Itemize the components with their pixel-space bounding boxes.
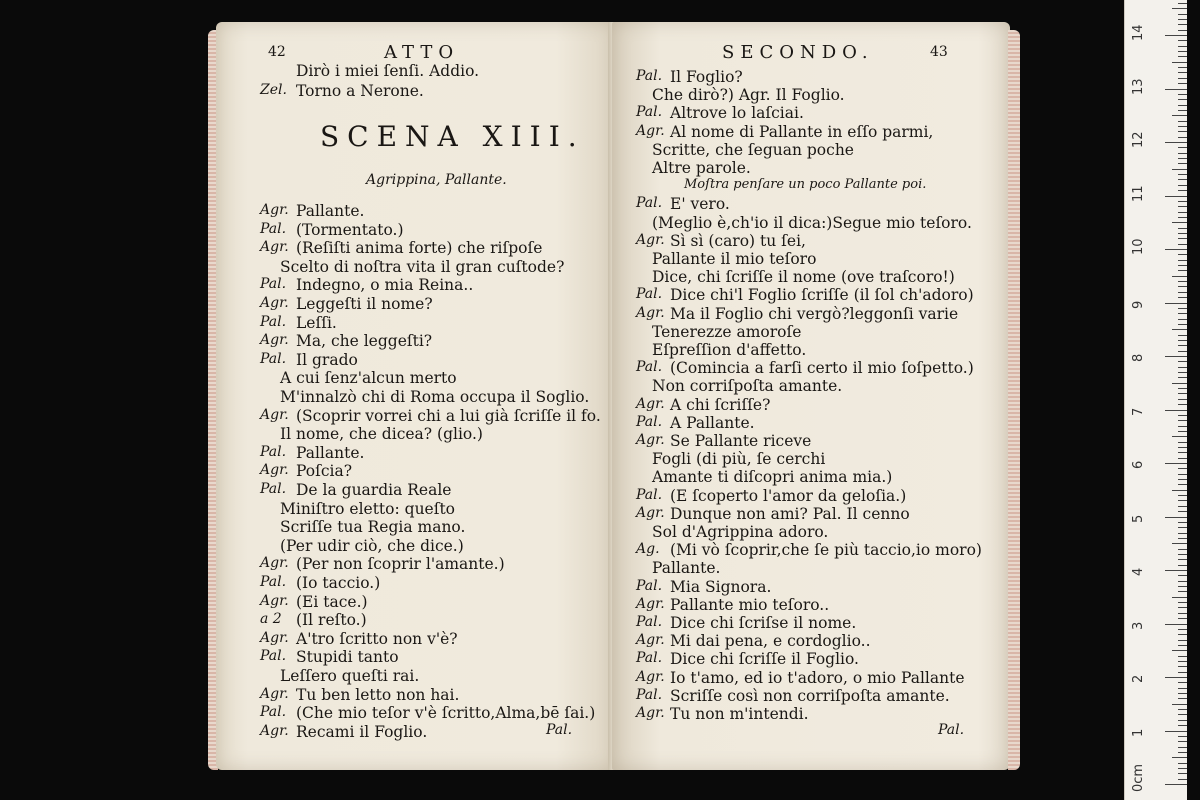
speaker-label: Agr.	[260, 295, 289, 311]
verse-line: Non corriſpoſta amante.	[652, 377, 843, 396]
verse-line: Indegno, o mia Reina..	[296, 276, 474, 295]
open-book	[208, 22, 1020, 778]
ruler-tick	[1178, 613, 1187, 614]
verse-line: Pallante il mio teſoro	[652, 250, 817, 268]
ruler-tick	[1178, 586, 1187, 587]
left-page	[216, 22, 616, 770]
ruler-tick	[1178, 442, 1187, 443]
verse-line: A Pallante.	[670, 413, 755, 432]
speaker-label: Pal.	[260, 574, 287, 590]
ruler-tick	[1178, 351, 1187, 352]
ruler-tick	[1178, 292, 1187, 293]
ruler-number: 13	[1131, 77, 1146, 95]
ruler-tick	[1178, 661, 1187, 662]
ruler-tick	[1165, 196, 1187, 197]
ruler-tick	[1178, 212, 1187, 213]
ruler-number: 1	[1131, 728, 1146, 737]
ruler-tick	[1172, 597, 1187, 598]
verse-line: Scelto di noſtra vita il gran cuſtode?	[280, 257, 565, 276]
speaker-label: Pal.	[636, 650, 663, 667]
ruler-tick	[1178, 479, 1187, 480]
ruler-tick	[1165, 249, 1187, 250]
scene-title: SCENA XIII.	[320, 120, 585, 153]
ruler-tick	[1172, 115, 1187, 116]
dramatis-personae: Agrippina, Pallante.	[366, 172, 507, 188]
ruler-tick	[1178, 254, 1187, 255]
verse-line: Dunque non ami? Pal. Il cenno	[670, 504, 910, 523]
ruler-tick	[1178, 174, 1187, 175]
ruler-tick	[1178, 372, 1187, 373]
verse-line: (Scoprir vorrei chi a lui già ſcriſſe il fo.	[296, 406, 601, 425]
speaker-label: Pal.	[636, 195, 663, 212]
verse-line: (Mi vò ſcoprir,che ſe più taccio,io moro)	[670, 541, 982, 560]
ruler-tick	[1178, 741, 1187, 742]
speaker-label: Agr.	[636, 632, 665, 649]
ruler-tick	[1178, 233, 1187, 234]
verse-line: (Che mio teſor v'è ſcritto,Alma,bē ſai.)	[296, 704, 596, 723]
ruler-tick	[1165, 517, 1187, 518]
ruler-tick	[1178, 736, 1187, 737]
ruler-tick	[1172, 62, 1187, 63]
verse-line: Leggeſti il nome?	[296, 295, 433, 313]
ruler-tick	[1165, 410, 1187, 411]
ruler-tick	[1178, 720, 1187, 721]
verse-line: Ma, che leggeſti?	[296, 332, 433, 351]
right-catchword: Pal.	[938, 722, 965, 738]
verse-line: Altrove lo laſciai.	[670, 104, 804, 123]
ruler-number: 12	[1131, 131, 1146, 148]
ruler-tick	[1178, 591, 1187, 592]
verse-line: De la guardia Reale	[296, 481, 452, 499]
verse-line: Che dirò?) Agr. Il Foglio.	[652, 86, 845, 105]
ruler-tick	[1165, 624, 1187, 625]
verse-line: (Il reſto.)	[296, 611, 367, 630]
ruler-tick	[1178, 19, 1187, 20]
ruler-tick	[1178, 190, 1187, 191]
ruler-tick	[1178, 559, 1187, 560]
verse-line: Eſpreſſion d'affetto.	[652, 341, 807, 359]
speaker-label: Ag.	[636, 541, 660, 558]
ruler-tick	[1165, 784, 1187, 785]
speaker-label: Agr.	[636, 304, 665, 321]
ruler-tick	[1165, 303, 1187, 304]
ruler-tick	[1178, 393, 1187, 394]
ruler-tick	[1178, 618, 1187, 619]
ruler-tick	[1178, 747, 1187, 748]
ruler-tick	[1178, 575, 1187, 576]
speaker-label: a 2	[260, 611, 282, 628]
verse-line: Stupidi tanto	[296, 648, 399, 667]
measuring-ruler	[1124, 0, 1187, 800]
speaker-label: Pal.	[260, 313, 287, 330]
ruler-number: 10	[1131, 238, 1146, 255]
verse-line: Miniſtro eletto: queſto	[280, 499, 456, 518]
verse-line: Amante ti diſcopri anima mia.)	[652, 468, 893, 487]
verse-line: Il grado	[296, 350, 358, 369]
ruler-tick	[1178, 447, 1187, 448]
verse-line: (Io taccio.)	[296, 574, 381, 592]
ruler-tick	[1172, 276, 1187, 277]
verse-line: (Ei tace.)	[296, 592, 368, 611]
ruler-tick	[1178, 714, 1187, 715]
ruler-tick	[1178, 67, 1187, 68]
verse-line: Sì sì (caro) tu ſei,	[670, 231, 806, 250]
ruler-tick	[1178, 367, 1187, 368]
ruler-tick	[1178, 420, 1187, 421]
speaker-label: Agr.	[260, 685, 289, 702]
ruler-tick	[1178, 361, 1187, 362]
speaker-label: Pal.	[260, 443, 287, 460]
ruler-number: 8	[1131, 353, 1146, 362]
verse-line: Altre parole.	[652, 159, 751, 177]
ruler-tick	[1178, 105, 1187, 106]
verse-line: Dice chi'l Foglio ſcriſſe (il ſol ch'adoro)	[670, 286, 974, 305]
verse-line: A chi ſcriſſe?	[670, 395, 771, 414]
speaker-label: Pal.	[260, 220, 287, 237]
speaker-label: Agr.	[636, 122, 665, 139]
ruler-tick	[1178, 286, 1187, 287]
ruler-tick	[1178, 752, 1187, 753]
ruler-tick	[1178, 607, 1187, 608]
ruler-tick	[1178, 238, 1187, 239]
ruler-tick	[1178, 763, 1187, 764]
ruler-tick	[1178, 297, 1187, 298]
verse-line: Tenerezze amoroſe	[652, 322, 802, 341]
verse-line: Tu ben letto non hai.	[296, 685, 460, 704]
ruler-tick	[1165, 35, 1187, 36]
ruler-tick	[1178, 228, 1187, 229]
speaker-label: Pal.	[260, 648, 287, 665]
ruler-tick	[1178, 206, 1187, 207]
speaker-label: Agr.	[636, 504, 665, 521]
ruler-tick	[1178, 549, 1187, 550]
verse-line: Mi dai pena, e cordoglio..	[670, 632, 871, 651]
ruler-tick	[1178, 645, 1187, 646]
ruler-tick	[1178, 83, 1187, 84]
ruler-number: 3	[1131, 621, 1146, 630]
verse-line: Leſſi.	[296, 313, 337, 332]
ruler-tick	[1178, 147, 1187, 148]
ruler-tick	[1178, 725, 1187, 726]
ruler-tick	[1178, 99, 1187, 100]
ruler-tick	[1178, 484, 1187, 485]
speaker-label: Agr.	[636, 595, 665, 612]
ruler-tick	[1178, 270, 1187, 271]
ruler-tick	[1178, 773, 1187, 774]
verse-line: Il nome, che dicea? (glio.)	[280, 425, 483, 444]
ruler-tick	[1178, 40, 1187, 41]
verse-line: Pallante mio teſoro..	[670, 595, 830, 614]
speaker-label: Agr.	[260, 722, 289, 739]
speaker-label: Pal.	[636, 686, 663, 703]
verse-line: Dice chi ſcriſse il nome.	[670, 614, 857, 632]
ruler-number: 5	[1131, 514, 1146, 523]
verse-line: Mia Signora.	[670, 577, 772, 596]
ruler-tick	[1178, 602, 1187, 603]
ruler-tick	[1178, 345, 1187, 346]
ruler-tick	[1172, 543, 1187, 544]
ruler-tick	[1178, 24, 1187, 25]
ruler-tick	[1178, 709, 1187, 710]
ruler-tick	[1172, 329, 1187, 330]
right-page	[612, 22, 1010, 770]
ruler-number: 4	[1131, 567, 1146, 576]
ruler-tick	[1178, 14, 1187, 15]
ruler-tick	[1178, 511, 1187, 512]
ruler-tick	[1172, 222, 1187, 223]
ruler-tick	[1178, 404, 1187, 405]
speaker-label: Agr.	[260, 332, 289, 349]
ruler-number: 6	[1131, 460, 1146, 469]
ruler-tick	[1178, 452, 1187, 453]
ruler-tick	[1172, 704, 1187, 705]
ruler-tick	[1178, 185, 1187, 186]
speaker-label: Agr.	[260, 592, 289, 609]
ruler-tick	[1178, 656, 1187, 657]
ruler-tick	[1178, 640, 1187, 641]
speaker-label: Pal.	[260, 350, 287, 367]
ruler-tick	[1178, 217, 1187, 218]
verse-line: Pallante.	[652, 559, 721, 578]
right-page-number: 43	[930, 44, 948, 60]
speaker-label: Pal.	[260, 704, 287, 721]
ruler-tick	[1178, 468, 1187, 469]
ruler-tick	[1172, 169, 1187, 170]
ruler-tick	[1172, 8, 1187, 9]
verse-line: A'tro ſcritto non v'è?	[296, 629, 458, 648]
ruler-tick	[1172, 490, 1187, 491]
ruler-tick	[1178, 3, 1187, 4]
ruler-tick	[1178, 522, 1187, 523]
speaker-label: Pal.	[636, 413, 663, 430]
ruler-tick	[1178, 51, 1187, 52]
ruler-tick	[1165, 142, 1187, 143]
speaker-label: Pal.	[636, 68, 663, 84]
verse-line: Dice, chi ſcriſſe il nome (ove traſcoro!)	[652, 268, 955, 287]
ruler-tick	[1178, 137, 1187, 138]
ruler-tick	[1178, 110, 1187, 111]
ruler-tick	[1178, 458, 1187, 459]
ruler-tick	[1178, 319, 1187, 320]
ruler-tick	[1178, 688, 1187, 689]
left-catchword: Pal.	[546, 722, 573, 738]
verse-line: Dice chi ſcriſſe il Foglio.	[670, 650, 859, 669]
ruler-tick	[1178, 265, 1187, 266]
ruler-tick	[1178, 682, 1187, 683]
speaker-label: Agr.	[260, 239, 289, 256]
ruler-tick	[1165, 731, 1187, 732]
speaker-label: Agr.	[260, 406, 289, 423]
verse-line: A cui ſenz'alcun merto	[280, 369, 457, 388]
ruler-unit-label: 0cm	[1131, 763, 1146, 792]
verse-line: M'innalzò chi di Roma occupa il Soglio.	[280, 388, 590, 406]
ruler-tick	[1178, 666, 1187, 667]
verse-line: (Per udir ciò, che dice.)	[280, 536, 464, 555]
speaker-label: Zel.	[260, 82, 287, 98]
left-running-head: ATTO	[384, 42, 460, 63]
speaker-label: Pal.	[636, 286, 663, 303]
ruler-tick	[1178, 500, 1187, 501]
left-page-number: 42	[268, 44, 286, 60]
ruler-number: 2	[1131, 674, 1146, 683]
verse-line: Fogli (di più, ſe cerchi	[652, 450, 826, 469]
verse-line: Al nome di Pallante in eſſo parmi,	[670, 122, 934, 141]
verse-line: (Reſiſti anima forte) che riſpoſe	[296, 239, 543, 258]
ruler-tick	[1178, 431, 1187, 432]
ruler-tick	[1178, 538, 1187, 539]
ruler-tick	[1178, 244, 1187, 245]
right-running-head: SECONDO.	[722, 42, 874, 63]
speaker-label: Agr.	[636, 395, 665, 412]
verse-line: Scriſſe tua Regia mano.	[280, 518, 466, 537]
ruler-tick	[1178, 672, 1187, 673]
verse-line: Poſcia?	[296, 462, 353, 481]
ruler-tick	[1178, 30, 1187, 31]
ruler-tick	[1178, 324, 1187, 325]
ruler-tick	[1178, 495, 1187, 496]
verse-line: Torno a Nerone.	[296, 82, 424, 100]
ruler-tick	[1178, 153, 1187, 154]
ruler-number: 14	[1131, 24, 1146, 41]
speaker-label: Pal.	[636, 104, 663, 121]
verse-line: (Tormentato.)	[296, 220, 404, 239]
ruler-number: 7	[1131, 407, 1146, 416]
ruler-tick	[1178, 474, 1187, 475]
ruler-tick	[1178, 399, 1187, 400]
ruler-tick	[1178, 179, 1187, 180]
ruler-tick	[1178, 768, 1187, 769]
verse-line: E' vero.	[670, 195, 730, 214]
ruler-tick	[1178, 163, 1187, 164]
ruler-tick	[1178, 308, 1187, 309]
ruler-tick	[1172, 436, 1187, 437]
ruler-tick	[1165, 356, 1187, 357]
speaker-label: Agr.	[260, 555, 289, 572]
verse-line: Se Pallante riceve	[670, 432, 812, 450]
speaker-label: Pal.	[260, 276, 287, 293]
ruler-number: 11	[1131, 184, 1146, 202]
ruler-tick	[1172, 650, 1187, 651]
ruler-tick	[1178, 426, 1187, 427]
ruler-tick	[1178, 415, 1187, 416]
ruler-tick	[1178, 281, 1187, 282]
speaker-label: Pal.	[636, 359, 663, 376]
verse-line: Dirò i miei ſenſi. Addio.	[296, 62, 480, 80]
ruler-tick	[1172, 383, 1187, 384]
ruler-tick	[1178, 779, 1187, 780]
speaker-label: Agr.	[260, 462, 289, 479]
speaker-label: Agr.	[260, 629, 289, 646]
verse-line: Leſſero queſti rai.	[280, 667, 420, 685]
ruler-tick	[1178, 260, 1187, 261]
verse-line: Tu non m'intendi.	[670, 705, 809, 723]
speaker-label: Pal.	[260, 481, 287, 497]
ruler-tick	[1178, 698, 1187, 699]
ruler-tick	[1178, 554, 1187, 555]
ruler-tick	[1178, 581, 1187, 582]
ruler-tick	[1178, 340, 1187, 341]
verse-line: Ma il Foglio chi vergò?leggonſi varie	[670, 304, 959, 323]
ruler-tick	[1178, 693, 1187, 694]
speaker-label: Agr.	[636, 231, 665, 248]
speaker-label: Pal.	[636, 486, 663, 503]
right-page-edges	[1008, 30, 1020, 770]
verse-line: (E ſcoperto l'amor da geloſia.)	[670, 486, 907, 505]
ruler-tick	[1165, 677, 1187, 678]
verse-line: Sol d'Agrippina adoro.	[652, 523, 829, 541]
verse-line: Scritte, che ſeguan poche	[652, 140, 854, 159]
ruler-tick	[1178, 56, 1187, 57]
ruler-tick	[1178, 335, 1187, 336]
speaker-label: Agr.	[260, 202, 289, 218]
ruler-tick	[1178, 629, 1187, 630]
ruler-tick	[1178, 527, 1187, 528]
verse-line: Scriſſe così non corriſpoſta amante.	[670, 686, 950, 705]
ruler-tick	[1178, 533, 1187, 534]
ruler-tick	[1178, 313, 1187, 314]
ruler-tick	[1178, 46, 1187, 47]
ruler-tick	[1178, 94, 1187, 95]
speaker-label: Pal.	[636, 577, 663, 594]
ruler-tick	[1178, 121, 1187, 122]
ruler-tick	[1178, 201, 1187, 202]
ruler-tick	[1178, 78, 1187, 79]
verse-line: (Per non ſcoprir l'amante.)	[296, 555, 505, 574]
ruler-tick	[1178, 388, 1187, 389]
ruler-tick	[1172, 757, 1187, 758]
ruler-tick	[1165, 570, 1187, 571]
ruler-tick	[1178, 72, 1187, 73]
verse-line: Recami il Foglio.	[296, 722, 428, 741]
verse-line: Moſtra penſare un poco Pallante poi.	[684, 177, 927, 193]
ruler-tick	[1178, 126, 1187, 127]
verse-line: Pallante.	[296, 202, 365, 220]
ruler-tick	[1165, 89, 1187, 90]
speaker-label: Agr.	[636, 705, 665, 721]
ruler-tick	[1165, 463, 1187, 464]
verse-line: Pallante.	[296, 443, 365, 462]
ruler-tick	[1178, 506, 1187, 507]
ruler-tick	[1178, 565, 1187, 566]
speaker-label: Agr.	[636, 432, 665, 448]
speaker-label: Pal.	[636, 614, 663, 630]
ruler-tick	[1178, 377, 1187, 378]
verse-line: (Comincia a farſi certo il mio ſoſpetto.)	[670, 359, 974, 378]
verse-line: Il Foglio?	[670, 68, 743, 86]
verse-line: Io t'amo, ed io t'adoro, o mio Pallante	[670, 668, 965, 687]
verse-line: (Meglio è,ch'io il dica:)Segue mio teſoro.	[652, 213, 972, 232]
ruler-number: 9	[1131, 300, 1146, 309]
ruler-tick	[1178, 131, 1187, 132]
ruler-tick	[1178, 634, 1187, 635]
ruler-tick	[1178, 158, 1187, 159]
speaker-label: Agr.	[636, 668, 665, 685]
